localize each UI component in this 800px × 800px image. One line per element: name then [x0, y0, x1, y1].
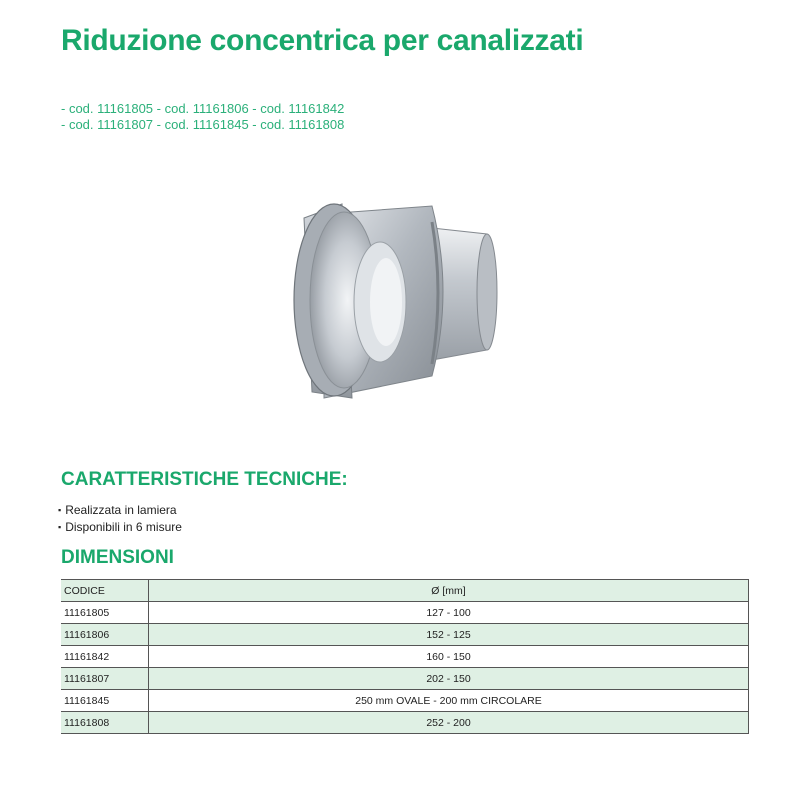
feature-item: ▪ Disponibili in 6 misure [58, 519, 182, 536]
cell-code: 11161805 [61, 602, 149, 624]
table-row [61, 602, 749, 624]
table-header-row [61, 580, 749, 602]
cell-code: 11161807 [61, 668, 149, 690]
features-title: CARATTERISTICHE TECNICHE: [61, 469, 348, 490]
cell-code: 11161808 [61, 712, 149, 734]
dimensions-title: DIMENSIONI [61, 547, 174, 568]
cell-diameter: 160 - 150 [149, 646, 749, 668]
cell-diameter: 250 mm OVALE - 200 mm CIRCOLARE [149, 690, 749, 712]
table-row [61, 646, 749, 668]
duct-reducer-image [282, 192, 514, 410]
cell-diameter: 152 - 125 [149, 624, 749, 646]
column-header-diameter: Ø [mm] [149, 580, 749, 602]
table-row [61, 668, 749, 690]
dimensions-table [61, 579, 749, 734]
features-list [58, 502, 182, 536]
page-title: Riduzione concentrica per canalizzati [61, 24, 584, 57]
table-row [61, 690, 749, 712]
cell-code: 11161842 [61, 646, 149, 668]
cell-code: 11161845 [61, 690, 149, 712]
cell-diameter: 252 - 200 [149, 712, 749, 734]
product-codes-line: - cod. 11161807 - cod. 11161845 - cod. 11161808 [61, 117, 345, 132]
product-codes-line: - cod. 11161805 - cod. 11161806 - cod. 11161842 [61, 101, 345, 116]
cell-code: 11161806 [61, 624, 149, 646]
table-row [61, 624, 749, 646]
table-row [61, 712, 749, 734]
product-codes [61, 101, 344, 133]
feature-item: ▪ Realizzata in lamiera [58, 502, 182, 519]
cell-diameter: 127 - 100 [149, 602, 749, 624]
column-header-code: CODICE [61, 580, 149, 602]
cell-diameter: 202 - 150 [149, 668, 749, 690]
